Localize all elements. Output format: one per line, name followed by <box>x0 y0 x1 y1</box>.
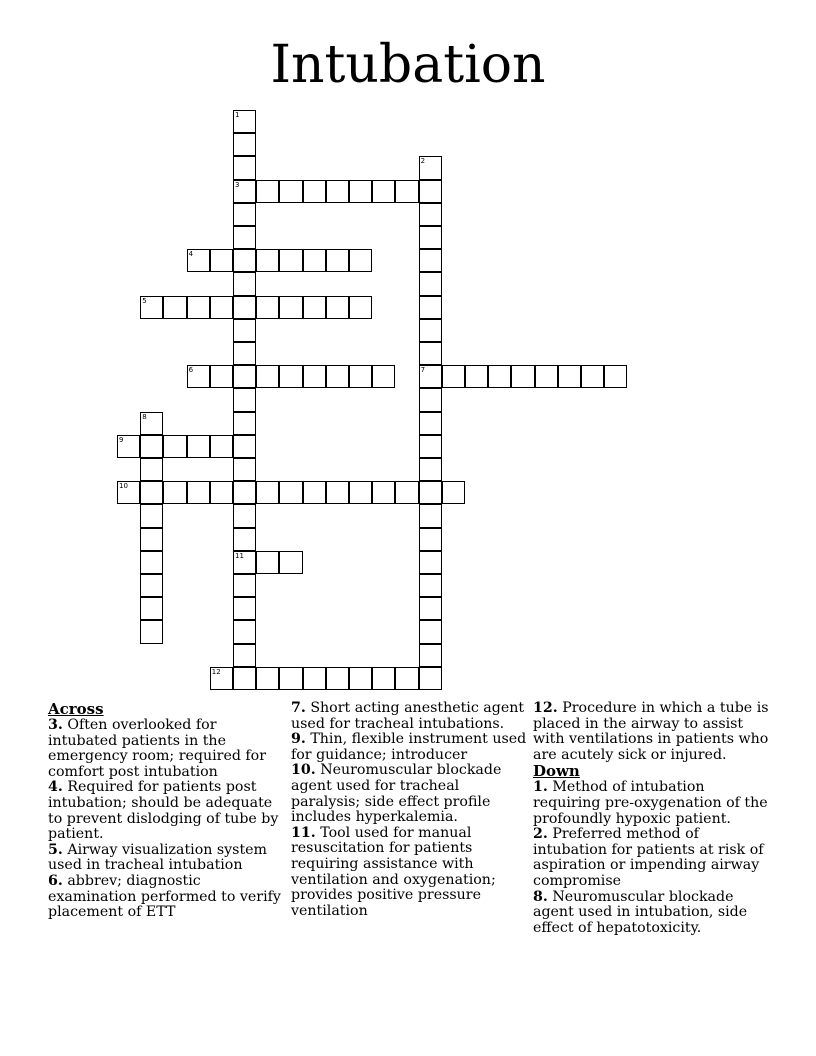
grid-cell[interactable] <box>140 551 163 574</box>
grid-cell[interactable] <box>419 435 442 458</box>
grid-cell[interactable] <box>303 667 326 690</box>
puzzle-title: Intubation <box>270 35 546 95</box>
grid-cell[interactable] <box>604 365 627 388</box>
clue-number: 5. <box>48 841 63 858</box>
clues-column-1 <box>48 701 284 921</box>
grid-cell[interactable] <box>419 504 442 527</box>
grid-cell[interactable] <box>233 272 256 295</box>
grid-cell[interactable] <box>279 481 302 504</box>
grid-cell[interactable] <box>163 296 186 319</box>
clue-across-5 <box>48 843 284 874</box>
grid-cell[interactable] <box>256 551 279 574</box>
clue-number: 6. <box>48 872 63 889</box>
grid-cell[interactable] <box>419 319 442 342</box>
grid-cell[interactable] <box>256 249 279 272</box>
grid-cell[interactable] <box>303 365 326 388</box>
clue-number: 10. <box>291 762 316 779</box>
grid-cell[interactable] <box>210 481 233 504</box>
grid-cell[interactable] <box>233 528 256 551</box>
grid-cell[interactable] <box>117 435 140 458</box>
grid-cell[interactable] <box>233 156 256 179</box>
clue-across-3 <box>48 718 284 780</box>
grid-cell[interactable] <box>187 481 210 504</box>
clue-across-11 <box>291 826 527 920</box>
grid-cell[interactable] <box>233 133 256 156</box>
grid-cell[interactable] <box>233 296 256 319</box>
grid-cell[interactable] <box>140 435 163 458</box>
grid-cell[interactable] <box>233 597 256 620</box>
grid-cell[interactable] <box>233 388 256 411</box>
grid-cell[interactable] <box>419 620 442 643</box>
grid-cell[interactable] <box>279 180 302 203</box>
clue-number: 9. <box>291 731 306 748</box>
grid-cell[interactable] <box>279 249 302 272</box>
grid-cell[interactable] <box>581 365 604 388</box>
grid-cell[interactable] <box>233 180 256 203</box>
cell-number: 3 <box>235 180 240 189</box>
grid-cell[interactable] <box>233 412 256 435</box>
grid-cell[interactable] <box>233 110 256 133</box>
grid-cell[interactable] <box>419 412 442 435</box>
grid-cell[interactable] <box>511 365 534 388</box>
cell-number: 12 <box>211 667 221 676</box>
grid-cell[interactable] <box>140 504 163 527</box>
grid-cell[interactable] <box>279 551 302 574</box>
grid-cell[interactable] <box>419 156 442 179</box>
grid-cell[interactable] <box>419 342 442 365</box>
grid-cell[interactable] <box>372 667 395 690</box>
clue-number: 4. <box>48 779 63 796</box>
clue-across-10 <box>291 763 527 825</box>
grid-cell[interactable] <box>233 574 256 597</box>
clue-number: 1. <box>533 779 548 796</box>
grid-cell[interactable] <box>395 481 418 504</box>
grid-cell[interactable] <box>419 458 442 481</box>
grid-cell[interactable] <box>326 249 349 272</box>
cell-number: 9 <box>119 435 124 444</box>
clue-text: Required for patients post intubation; should be adequate to prevent dislodging of tube by patient. <box>48 779 279 843</box>
grid-cell[interactable] <box>256 481 279 504</box>
grid-cell[interactable] <box>163 435 186 458</box>
grid-cell[interactable] <box>210 249 233 272</box>
clue-number: 3. <box>48 717 63 733</box>
clue-number: 8. <box>533 888 548 905</box>
grid-cell[interactable] <box>256 365 279 388</box>
grid-cell[interactable] <box>210 365 233 388</box>
grid-cell[interactable] <box>140 458 163 481</box>
grid-cell[interactable] <box>419 481 442 504</box>
clue-down-2 <box>533 827 769 889</box>
cell-number: 5 <box>142 296 147 305</box>
clue-number: 12. <box>533 700 558 716</box>
cell-number: 4 <box>188 250 194 259</box>
cell-number: 8 <box>142 412 147 421</box>
grid-cell[interactable] <box>419 574 442 597</box>
clues-column-3 <box>533 701 769 936</box>
grid-cell[interactable] <box>535 365 558 388</box>
grid-cell[interactable] <box>349 481 372 504</box>
grid-cell[interactable] <box>233 342 256 365</box>
grid-cell[interactable] <box>349 249 372 272</box>
grid-cell[interactable] <box>140 620 163 643</box>
grid-cell[interactable] <box>558 365 581 388</box>
cell-number: 11 <box>235 551 244 560</box>
clue-down-1 <box>533 780 769 827</box>
clue-across-9 <box>291 732 527 763</box>
grid-cell[interactable] <box>419 597 442 620</box>
grid-cell[interactable] <box>279 365 302 388</box>
grid-cell[interactable] <box>419 388 442 411</box>
grid-cell[interactable] <box>349 296 372 319</box>
grid-cell[interactable] <box>140 574 163 597</box>
grid-cell[interactable] <box>303 296 326 319</box>
grid-cell[interactable] <box>163 481 186 504</box>
grid-cell[interactable] <box>303 180 326 203</box>
grid-cell[interactable] <box>256 296 279 319</box>
grid-cell[interactable] <box>419 528 442 551</box>
grid-cell[interactable] <box>326 180 349 203</box>
cell-number: 1 <box>235 111 240 119</box>
grid-cell[interactable] <box>372 481 395 504</box>
grid-cell[interactable] <box>117 481 140 504</box>
grid-cell[interactable] <box>395 180 418 203</box>
grid-cell[interactable] <box>233 504 256 527</box>
grid-cell[interactable] <box>419 644 442 667</box>
clue-across-6 <box>48 874 284 921</box>
grid-cell[interactable] <box>187 249 210 272</box>
clue-text: Often overlooked for intubated patients in the emergency room; required for comfort post intubation <box>48 717 267 780</box>
across-heading: Across <box>48 700 104 718</box>
grid-cell[interactable] <box>210 435 233 458</box>
grid-cell[interactable] <box>326 667 349 690</box>
grid-cell[interactable] <box>349 180 372 203</box>
grid-cell[interactable] <box>233 319 256 342</box>
clue-text: Preferred method of intubation for patients at risk of aspiration or impending airway compromise <box>533 826 764 889</box>
grid-cell[interactable] <box>326 481 349 504</box>
clue-number: 7. <box>291 700 306 716</box>
clue-text: Airway visualization system used in tracheal intubation <box>48 841 268 874</box>
grid-cell[interactable] <box>303 249 326 272</box>
grid-cell[interactable] <box>210 667 233 690</box>
grid-cell[interactable] <box>419 667 442 690</box>
clue-number: 11. <box>291 824 316 841</box>
grid-cell[interactable] <box>349 667 372 690</box>
grid-cell[interactable] <box>140 481 163 504</box>
grid-cell[interactable] <box>465 365 488 388</box>
grid-cell[interactable] <box>187 296 210 319</box>
down-heading: Down <box>533 762 580 781</box>
clue-across-4 <box>48 780 284 842</box>
clues-column-2 <box>291 701 527 919</box>
grid-cell[interactable] <box>419 226 442 249</box>
clue-text: Short acting anesthetic agent used for tracheal intubations. <box>291 700 525 732</box>
cell-number: 7 <box>420 366 426 375</box>
grid-cell[interactable] <box>233 481 256 504</box>
grid-cell[interactable] <box>279 667 302 690</box>
clue-across-7 <box>291 701 527 732</box>
grid-cell[interactable] <box>349 365 372 388</box>
grid-cell[interactable] <box>233 644 256 667</box>
grid-cell[interactable] <box>419 365 442 388</box>
grid-cell[interactable] <box>210 296 233 319</box>
grid-cell[interactable] <box>372 180 395 203</box>
grid-cell[interactable] <box>256 667 279 690</box>
grid-cell[interactable] <box>256 180 279 203</box>
grid-cell[interactable] <box>140 528 163 551</box>
clue-text: Thin, flexible instrument used for guidance; introducer <box>291 731 527 763</box>
clue-across-12 <box>533 701 769 763</box>
grid-cell[interactable] <box>233 226 256 249</box>
grid-cell[interactable] <box>442 481 465 504</box>
grid-cell[interactable] <box>419 180 442 203</box>
clue-number: 2. <box>533 826 548 843</box>
grid-cell[interactable] <box>372 365 395 388</box>
grid-cell[interactable] <box>233 620 256 643</box>
grid-cell[interactable] <box>419 296 442 319</box>
grid-cell[interactable] <box>326 365 349 388</box>
grid-cell[interactable] <box>233 203 256 226</box>
grid-cell[interactable] <box>442 365 465 388</box>
cell-number: 6 <box>188 366 194 375</box>
grid-cell[interactable] <box>326 296 349 319</box>
clue-text: Neuromuscular blockade agent used for tracheal paralysis; side effect profile includes hyperkalemia. <box>291 762 502 826</box>
clue-text: Procedure in which a tube is placed in the airway to assist with ventilations in patients who are acutely sick or injured. <box>533 700 769 763</box>
grid-cell[interactable] <box>140 412 163 435</box>
grid-cell[interactable] <box>233 249 256 272</box>
grid-cell[interactable] <box>279 296 302 319</box>
grid-cell[interactable] <box>488 365 511 388</box>
grid-cell[interactable] <box>303 481 326 504</box>
grid-cell[interactable] <box>233 551 256 574</box>
cell-number: 2 <box>420 157 426 166</box>
clue-text: Neuromuscular blockade agent used in intubation, side effect of hepatotoxicity. <box>533 888 748 936</box>
clue-text: Tool used for manual resuscitation for patients requiring assistance with ventilation and oxygenation; provides positive pressure ventilation <box>291 824 496 919</box>
clue-down-8 <box>533 890 769 937</box>
grid-cell[interactable] <box>233 458 256 481</box>
grid-cell[interactable] <box>233 667 256 690</box>
cell-number: 10 <box>119 482 128 491</box>
grid-cell[interactable] <box>187 365 210 388</box>
grid-cell[interactable] <box>140 296 163 319</box>
grid-cell[interactable] <box>419 272 442 295</box>
grid-cell[interactable] <box>395 667 418 690</box>
grid-cell[interactable] <box>419 551 442 574</box>
grid-cell[interactable] <box>140 597 163 620</box>
grid-cell[interactable] <box>233 435 256 458</box>
grid-cell[interactable] <box>233 365 256 388</box>
grid-cell[interactable] <box>187 435 210 458</box>
grid-cell[interactable] <box>419 249 442 272</box>
clue-text: abbrev; diagnostic examination performed to verify placement of ETT <box>48 872 281 921</box>
clue-text: Method of intubation requiring pre-oxygenation of the profoundly hypoxic patient. <box>533 779 768 827</box>
grid-cell[interactable] <box>419 203 442 226</box>
